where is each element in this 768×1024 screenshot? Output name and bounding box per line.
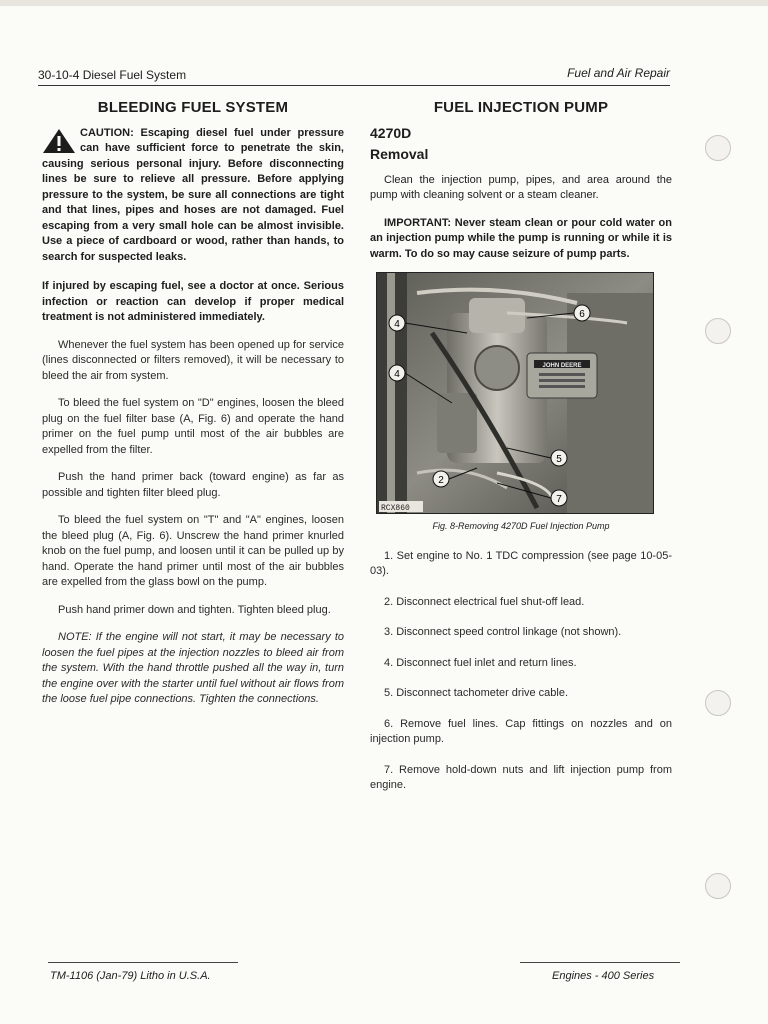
callout-5: 5	[556, 454, 562, 465]
removal-heading: Removal	[370, 146, 429, 162]
cleaning-instructions: Clean the injection pump, pipes, and area around the pump with cleaning solvent or a steam cleaner.	[370, 173, 672, 201]
paragraph-bleed-intro: Whenever the fuel system has been opened up for service (lines disconnected or filters removed), it will be necessary to bleed the air from system.	[42, 338, 344, 382]
header-divider	[38, 85, 670, 86]
footer-series: Engines - 400 Series	[552, 970, 655, 982]
footer-divider-left	[48, 962, 238, 963]
right-column	[370, 100, 672, 809]
note-paragraph: NOTE: If the engine will not start, it may be necessary to loosen the fuel pipes at the injection nozzles to bleed air from the system. With the hand throttle pushed all the way in, turn the engine over with the starter until fuel without air flows from the loose fuel pipe connections. Tighten the connections.	[42, 631, 344, 705]
injury-warning: If injured by escaping fuel, see a doctor at once. Serious infection or reaction can develop if proper medical treatment is not administered immediately.	[42, 280, 344, 323]
callout-6: 6	[579, 309, 585, 320]
model-heading: 4270D	[370, 124, 412, 141]
list-item: 5. Disconnect tachometer drive cable.	[384, 687, 569, 699]
list-item: 2. Disconnect electrical fuel shut-off lead.	[384, 595, 585, 608]
page-header-section: 30-10-4 Diesel Fuel System	[38, 68, 187, 82]
fuel-injection-pump-title: FUEL INJECTION PUMP	[433, 99, 609, 116]
paragraph-t-a-engines: To bleed the fuel system on "T" and "A" engines, loosen the bleed plug (A, Fig. 6). Unscrew the hand primer knurled knob on the fuel pump, and loosen until it can be pulled up by hand. Operate the hand primer until most of the air bubbles are expelled from the glass bowl on the pump.	[42, 514, 344, 588]
page-header-chapter: Fuel and Air Repair	[567, 66, 670, 80]
list-item: 7. Remove hold-down nuts and lift injection pump from engine.	[370, 763, 672, 791]
caution-block	[42, 126, 344, 266]
footer-divider-right	[520, 962, 680, 963]
photo-code: RCX860	[381, 504, 410, 513]
binder-hole	[705, 318, 731, 344]
binder-hole	[705, 135, 731, 161]
callout-7: 7	[556, 494, 562, 505]
figure-caption: Fig. 8-Removing 4270D Fuel Injection Pump	[432, 521, 610, 531]
list-item: 4. Disconnect fuel inlet and return lines.	[384, 656, 577, 669]
removal-steps	[370, 549, 672, 794]
left-column	[42, 100, 344, 708]
warning-triangle-icon	[42, 128, 76, 154]
john-deere-plate-text: JOHN DEERE	[542, 363, 582, 369]
binder-hole	[705, 690, 731, 716]
callout-4-top: 4	[394, 319, 400, 330]
list-item: 6. Remove fuel lines. Cap fittings on nozzles and on injection pump.	[370, 717, 672, 745]
page-top-edge	[0, 0, 768, 6]
injection-pump-photo	[376, 272, 654, 514]
binder-hole	[705, 873, 731, 899]
paragraph-tighten-plug: Push hand primer down and tighten. Tighten bleed plug.	[58, 603, 331, 616]
paragraph-d-engines: To bleed the fuel system on "D" engines, loosen the bleed plug on the fuel filter base (A, Fig. 6) and operate the hand primer on the fuel pump until most of the air bubbles are expelled from the filter.	[42, 397, 344, 456]
paragraph-push-primer: Push the hand primer back (toward engine) as far as possible and tighten filter bleed plug.	[42, 471, 344, 499]
callout-2: 2	[438, 475, 444, 486]
footer-publication: TM-1106 (Jan-79) Litho in U.S.A.	[50, 970, 211, 982]
bleeding-fuel-system-title: BLEEDING FUEL SYSTEM	[97, 99, 289, 116]
important-notice: IMPORTANT: Never steam clean or pour cold water on an injection pump while the pump is running or while it is warm. To do so may cause seizure of pump parts.	[370, 216, 672, 260]
callout-4-middle: 4	[394, 369, 400, 380]
caution-text: CAUTION: Escaping diesel fuel under pressure can have sufficient force to penetrate the skin, causing serious personal injury. Before disconnecting lines be sure to relieve all pressure. Before applying pressure to the system, be sure all connections are tight and that lines, pipes and hoses are not damaged. Fuel escaping from a very small hole can be almost invisible. Use a piece of cardboard or wood, rather than hands, to search for suspected leaks.	[42, 126, 344, 263]
engine-photo-illustration	[377, 273, 653, 513]
list-item: 1. Set engine to No. 1 TDC compression (see page 10-05-03).	[370, 549, 672, 577]
list-item: 3. Disconnect speed control linkage (not shown).	[384, 626, 622, 638]
